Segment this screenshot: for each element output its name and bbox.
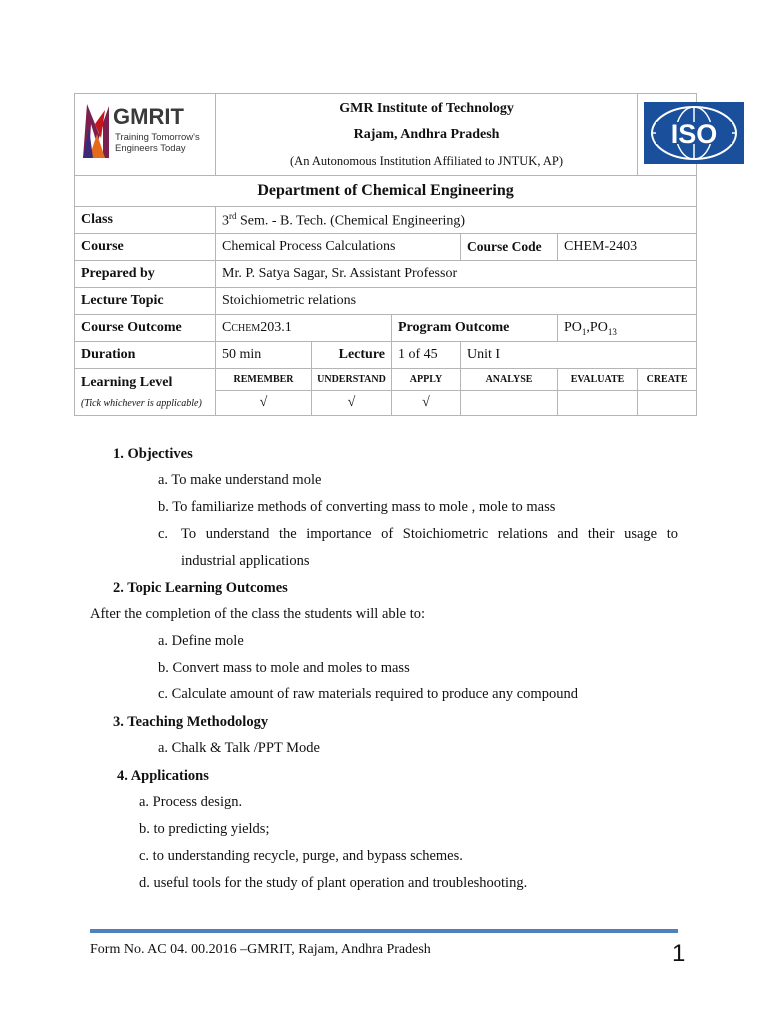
learning-level-cell	[75, 369, 216, 416]
course-outcome-label: Course Outcome	[75, 315, 216, 342]
objective-item-c-line1: To understand the importance of Stoichiometric relations and their usage to	[181, 526, 678, 542]
application-item: a. Process design.	[139, 794, 243, 810]
program-outcome-label: Program Outcome	[392, 315, 558, 342]
application-item: c. to understanding recycle, purge, and bypass schemes.	[139, 848, 463, 864]
iso-logo	[638, 98, 750, 166]
learning-level-note: (Tick whichever is applicable)	[81, 398, 202, 409]
course-code-value: CHEM-2403	[558, 234, 697, 261]
level-remember: REMEMBER	[216, 369, 312, 391]
section-applications-title: 4. Applications	[117, 768, 209, 784]
level-create: CREATE	[638, 369, 697, 391]
tick-apply[interactable]: √	[392, 391, 461, 416]
lecture-topic-label: Lecture Topic	[75, 288, 216, 315]
application-item: d. useful tools for the study of plant operation and troubleshooting.	[139, 875, 528, 891]
tick-analyse[interactable]	[461, 391, 558, 416]
department-title: Department of Chemical Engineering	[75, 176, 697, 207]
learning-level-label: Learning Level	[81, 375, 173, 390]
objective-item: b. To familiarize methods of converting mass to mole , mole to mass	[158, 499, 556, 515]
duration-label: Duration	[75, 342, 216, 369]
gmrit-logo	[75, 94, 216, 170]
logo-cell	[75, 94, 216, 176]
page-number: 1	[672, 940, 686, 967]
svg-text:Engineers Today: Engineers Today	[115, 143, 186, 154]
course-code-label: Course Code	[461, 234, 558, 261]
institute-name: GMR Institute of Technology	[339, 100, 514, 116]
unit-value: Unit I	[461, 342, 697, 369]
institute-location: Rajam, Andhra Pradesh	[353, 126, 500, 142]
iso-cell	[638, 94, 718, 176]
section-objectives-title: 1. Objectives	[113, 446, 193, 462]
institute-affiliation: (An Autonomous Institution Affiliated to JNTUK, AP)	[290, 153, 564, 168]
lecture-topic-value: Stoichiometric relations	[216, 288, 697, 315]
footer-form-number: Form No. AC 04. 00.2016 –GMRIT, Rajam, Andhra Pradesh	[90, 942, 431, 957]
course-info-table	[74, 93, 718, 416]
tick-create[interactable]	[638, 391, 697, 416]
outcome-item: b. Convert mass to mole and moles to mass	[158, 660, 410, 676]
objective-item-marker: c.	[158, 526, 169, 542]
footer-divider	[90, 929, 678, 933]
course-outcome-value: CCHEM203.1	[216, 315, 392, 342]
section-outcomes-title: 2. Topic Learning Outcomes	[113, 580, 288, 596]
outcome-item: c. Calculate amount of raw materials required to produce any compound	[158, 686, 578, 702]
institute-block	[216, 94, 638, 176]
application-item: b. to predicting yields;	[139, 821, 270, 837]
level-analyse: ANALYSE	[461, 369, 558, 391]
duration-value: 50 min	[216, 342, 312, 369]
methodology-item: a. Chalk & Talk /PPT Mode	[158, 740, 320, 756]
level-apply: APPLY	[392, 369, 461, 391]
level-evaluate: EVALUATE	[558, 369, 638, 391]
prepared-by-value: Mr. P. Satya Sagar, Sr. Assistant Professor	[216, 261, 697, 288]
svg-text:GMRIT: GMRIT	[113, 104, 184, 129]
outcomes-intro: After the completion of the class the students will able to:	[90, 606, 426, 622]
lecture-label: Lecture	[312, 342, 392, 369]
objective-item-c-line2: industrial applications	[181, 553, 310, 569]
program-outcome-value: $PO_1,PO_{13}$	[558, 315, 697, 342]
class-label: Class	[75, 207, 216, 234]
objective-item: a. To make understand mole	[158, 472, 322, 488]
course-label: Course	[75, 234, 216, 261]
outcome-item: a. Define mole	[158, 633, 244, 649]
class-value: 3rd Sem. - B. Tech. (Chemical Engineering)	[216, 207, 697, 234]
course-value: Chemical Process Calculations	[216, 234, 461, 261]
tick-remember[interactable]: √	[216, 391, 312, 416]
lecture-value: 1 of 45	[392, 342, 461, 369]
section-methodology-title: 3. Teaching Methodology	[113, 714, 269, 730]
tick-evaluate[interactable]	[558, 391, 638, 416]
svg-text:Training Tomorrow's: Training Tomorrow's	[115, 132, 200, 143]
level-understand: UNDERSTAND	[312, 369, 392, 391]
tick-understand[interactable]: √	[312, 391, 392, 416]
prepared-by-label: Prepared by	[75, 261, 216, 288]
svg-text:ISO: ISO	[670, 119, 718, 149]
